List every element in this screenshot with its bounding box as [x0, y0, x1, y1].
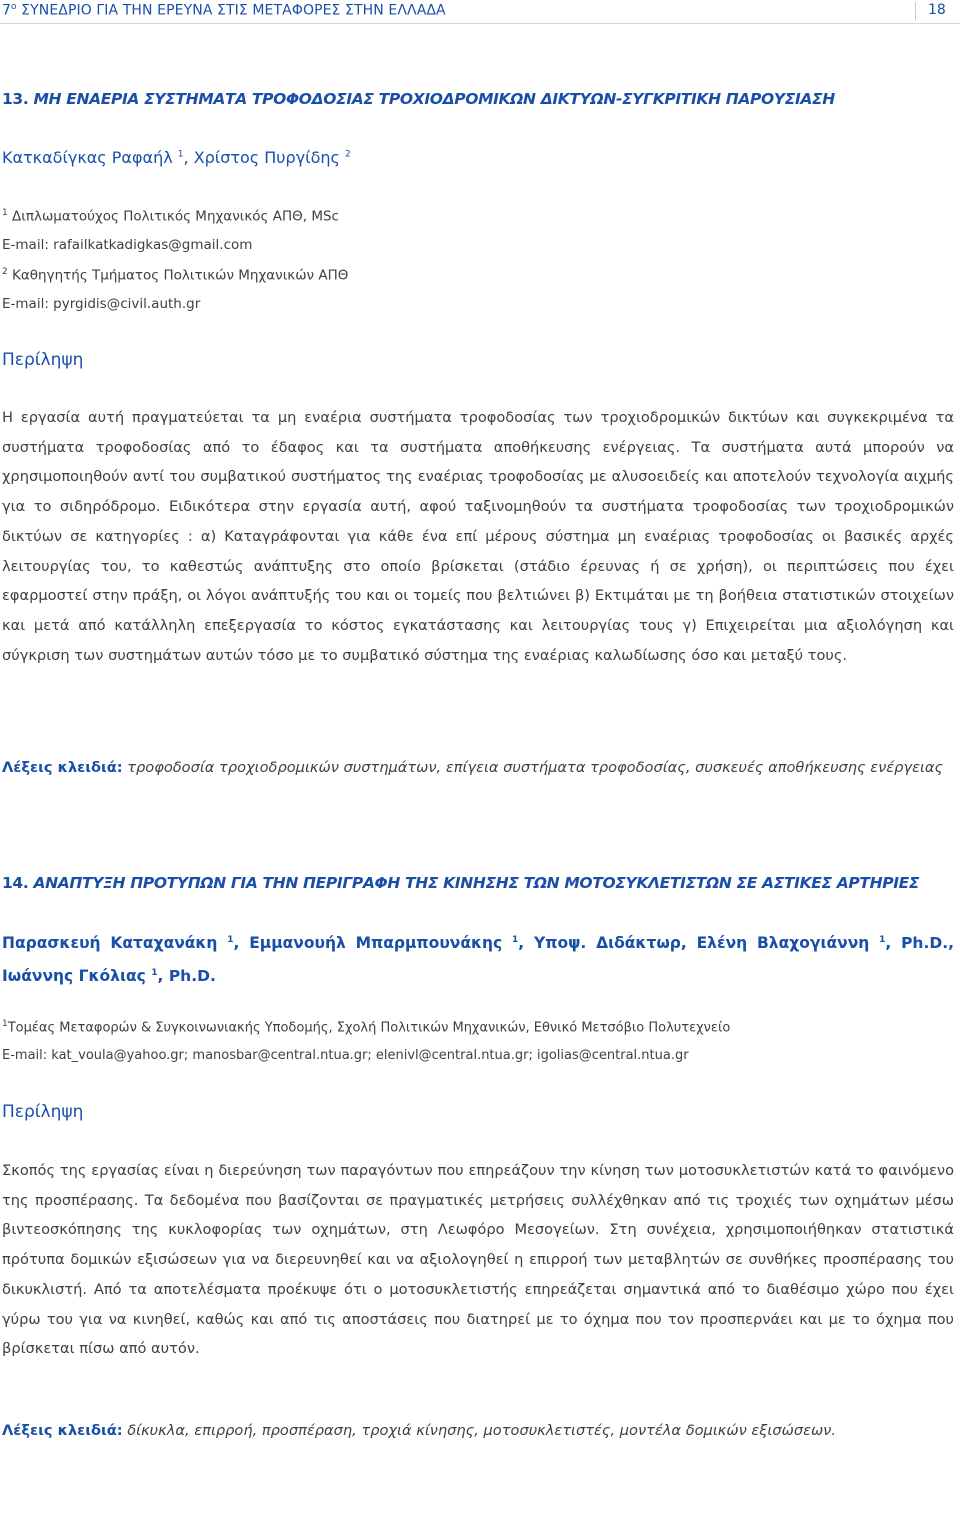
- page-header: [0, 0, 960, 26]
- paper-14-abstract-heading: Περίληψη: [2, 1102, 84, 1122]
- paper-13-email-1: E-mail: rafailkatkadigkas@gmail.com: [2, 237, 253, 253]
- conference-title: $7^o$ ΣΥΝΕΔΡΙΟ ΓΙΑ ΤΗΝ ΕΡΕΥΝΑ ΣΤΙΣ ΜΕΤΑΦΟΡΕΣ ΣΤΗΝ ΕΛΛΑΔΑ: [2, 2, 446, 19]
- keywords-label: Λέξεις κλειδιά:: [2, 1422, 123, 1439]
- page-number: 18: [928, 2, 946, 18]
- paper-14-authors: Παρασκευή Καταχανάκη $^1$, Εμμανουήλ Μπαρμπουνάκης $^1$, Υποψ. Διδάκτωρ, Ελένη Βλαχογιάννη $^1$, Ph.D., Ιωάννης Γκόλιας $^1$, Ph.D.: [2, 934, 954, 986]
- paper-14-keywords: [2, 1416, 954, 1445]
- paper-14-title: 14. ΑΝΑΠΤΥΞΗ ΠΡΟΤΥΠΩΝ ΓΙΑ ΤΗΝ ΠΕΡΙΓΡΑΦΗ ΤΗΣ ΚΙΝΗΣΗΣ ΤΩΝ ΜΟΤΟΣΥΚΛΕΤΙΣΤΩΝ ΣΕ ΑΣΤΙΚΕΣ ΑΡΤΗΡΙΕΣ: [2, 874, 920, 892]
- paper-13-abstract: Η εργασία αυτή πραγματεύεται τα μη εναέρια συστήματα τροφοδοσίας των τροχιοδρομικών δικτύων και συγκεκριμένα τα συστήματα τροφοδοσίας από το έδαφος και τα συστήματα αποθήκευσης ενέργειας. Τα συστήματα αυτά μπορούν να χρησιμοποιηθούν αντί του συμβατικού συστήματος της εναέριας τροφοδοσίας με αλυσοειδείς και αποτελούν τεχνολογία αιχμής για το σιδηρόδρομο. Ειδικότερα στην εργασία αυτή, αφού ταξινομηθούν τα συστήματα τροφοδοσίας των τροχιοδρομικών δικτύων σε κατηγορίες : α) Καταγράφονται για κάθε ένα επί μέρους σύστημα μη εναέριας τροφοδοσίας οι βασικές αρχές λειτουργίας του, το καθεστώς ανάπτυξης στο οποίο βρίσκεται (στάδιο έρευνας ή σε χρήση), οι περιπτώσεις που έχει εφαρμοστεί στην πράξη, οι λόγοι ανάπτυξής του και οι τομείς που βελτιώνει β) Εκτιμάται με τη βοήθεια στατιστικών στοιχείων και μετά από κατάλληλη επεξεργασία το κόστος εγκατάστασης και λειτουργίας τους γ) Επιχειρείται μια αξιολόγηση και σύγκριση των συστημάτων αυτών τόσο με το συμβατικό σύστημα της εναέριας καλωδίωσης όσο και μεταξύ τους.: [2, 409, 954, 664]
- keywords-text: δίκυκλα, επιρροή, προσπέραση, τροχιά κίνησης, μοτοσυκλετιστές, μοντέλα δομικών εξισώσεων.: [127, 1422, 836, 1439]
- paper-14-email: E-mail: kat_voula@yahoo.gr; manosbar@central.ntua.gr; elenivl@central.ntua.gr; igolias@central.ntua.gr: [2, 1048, 689, 1063]
- paper-13-title: 13. ΜΗ ΕΝΑΕΡΙΑ ΣΥΣΤΗΜΑΤΑ ΤΡΟΦΟΔΟΣΙΑΣ ΤΡΟΧΙΟΔΡΟΜΙΚΩΝ ΔΙΚΤΥΩΝ-ΣΥΓΚΡΙΤΙΚΗ ΠΑΡΟΥΣΙΑΣΗ: [2, 90, 835, 108]
- paper-13-affiliation-1: $^1$ Διπλωματούχος Πολιτικός Μηχανικός ΑΠΘ, MSc: [2, 208, 339, 225]
- paper-13-affiliation-2: $^2$ Καθηγητής Τμήματος Πολιτικών Μηχανικών ΑΠΘ: [2, 267, 349, 284]
- keywords-label: Λέξεις κλειδιά:: [2, 759, 123, 776]
- paper-14-abstract: Σκοπός της εργασίας είναι η διερεύνηση των παραγόντων που επηρεάζουν την κίνηση των μοτοσυκλετιστών κατά το φαινόμενο της προσπέρασης. Τα δεδομένα που βασίζονται σε πραγματικές μετρήσεις συλλέχθηκαν από τις τροχιές των οχημάτων μέσω βιντεοσκόπησης της κυκλοφορίας των οχημάτων, στη Λεωφόρο Μεσογείων. Στη συνέχεια, χρησιμοποιήθηκαν στατιστικά πρότυπα δομικών εξισώσεων για να διερευνηθεί και να αξιολογηθεί η επιρροή των μεταβλητών σε συνθήκες προσπέρασης του δικυκλιστή. Από τα αποτελέσματα προέκυψε ότι ο μοτοσυκλετιστής επηρεάζεται σημαντικά από το διαθέσιμο χώρο που έχει γύρω του για να κινηθεί, καθώς και από τις αποστάσεις που διατηρεί με το όχημα που τον προσπερνάει και με το όχημα που βρίσκεται πίσω από αυτόν.: [2, 1162, 954, 1358]
- header-rule: [0, 23, 960, 24]
- paper-13-authors: Κατκαδίγκας Ραφαήλ $^1$, Χρίστος Πυργίδης $^2$: [2, 148, 351, 167]
- paper-13-email-2: E-mail: pyrgidis@civil.auth.gr: [2, 296, 201, 312]
- paper-13-abstract-heading: Περίληψη: [2, 350, 84, 370]
- header-separator: [915, 2, 916, 20]
- keywords-text: τροφοδοσία τροχιοδρομικών συστημάτων, επίγεια συστήματα τροφοδοσίας, συσκευές αποθήκευσης ενέργειας: [127, 759, 944, 776]
- paper-14-affiliation: $^1$Τομέας Μεταφορών & Συγκοινωνιακής Υποδομής, Σχολή Πολιτικών Μηχανικών, Εθνικό Μετσόβιο Πολυτεχνείο: [2, 1019, 731, 1036]
- paper-13-keywords: [2, 753, 954, 782]
